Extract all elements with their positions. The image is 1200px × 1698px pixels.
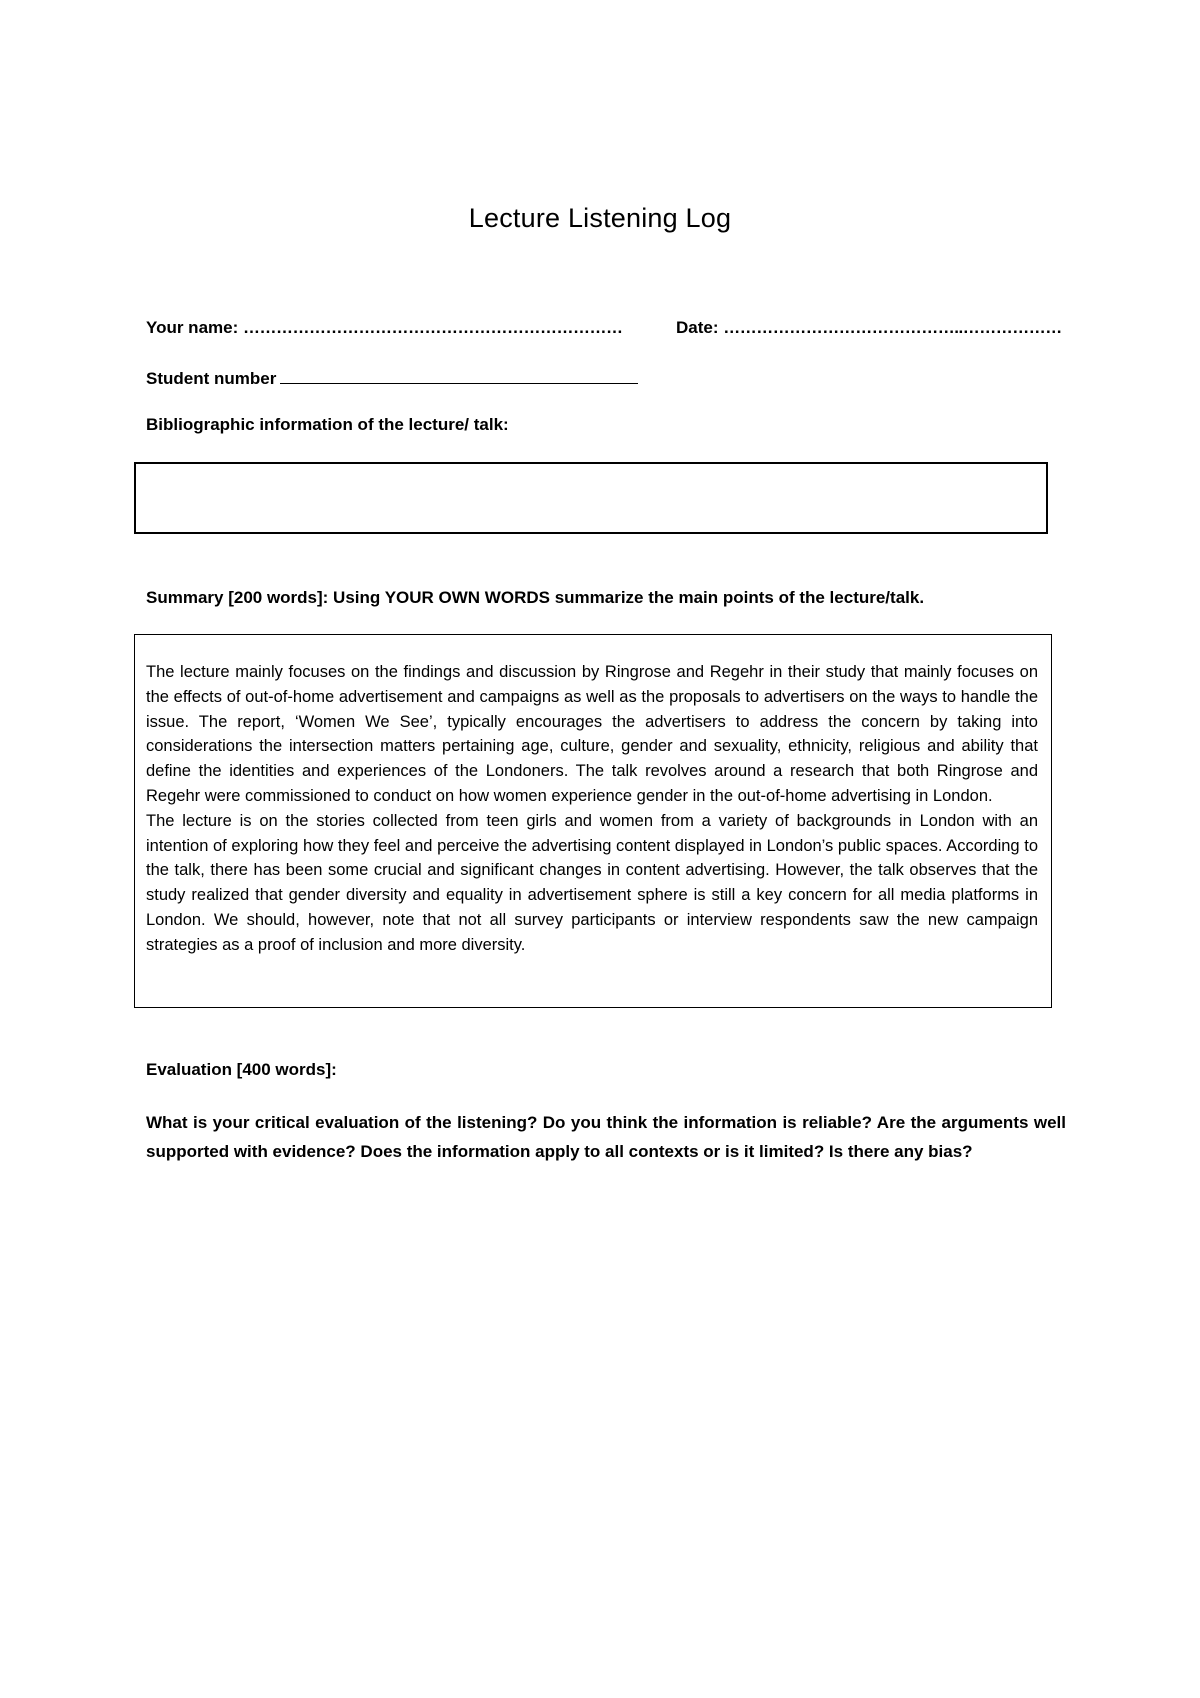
biblio-label: Bibliographic information of the lecture/ talk:: [146, 415, 509, 434]
summary-paragraph-2: The lecture is on the stories collected from teen girls and women from a variety of backgrounds in London with an intention of exploring how they feel and perceive the advertising content displayed in London’s public spaces. According to the talk, there has been some crucial and significant changes in content advertising. However, the talk observes that the study realized that gender diversity and equality in advertisement sphere is still a key concern for all media platforms in London. We should, however, note that not all survey participants or interview respondents saw the new campaign strategies as a proof of inclusion and more diversity.: [146, 811, 1038, 954]
summary-heading-text: Summary [200 words]: Using YOUR OWN WORDS summarize the main points of the lecture/talk.: [146, 588, 925, 607]
date-field-row[interactable]: [676, 318, 1062, 338]
student-number-label: Student number: [146, 369, 277, 388]
page-title: Lecture Listening Log: [468, 203, 732, 233]
date-dotted-line[interactable]: ……………………………………..………………: [723, 318, 1062, 337]
evaluation-question: What is your critical evaluation of the listening? Do you think the information is reliable? Are the arguments well supported with evidence? Does the information apply to all contexts or is it limited? Is there any bias?: [146, 1113, 1066, 1161]
student-number-row[interactable]: [146, 367, 638, 389]
student-number-field[interactable]: [280, 367, 638, 384]
evaluation-heading: Evaluation [400 words]:: [146, 1060, 337, 1079]
name-dotted-line[interactable]: ……………………………………………………………: [243, 318, 623, 337]
summary-text: [146, 660, 1038, 958]
name-field-row[interactable]: [146, 318, 623, 338]
summary-heading: [146, 588, 924, 608]
name-label: Your name:: [146, 318, 239, 337]
summary-paragraph-1: The lecture mainly focuses on the findings and discussion by Ringrose and Regehr in their study that mainly focuses on the effects of out-of-home advertisement and campaigns as well as the proposals to advertisers on the ways to handle the issue. The report, ‘Women We See’, typically encourages the advertisers to address the concern by taking into considerations the intersection matters pertaining age, culture, gender and sexuality, ethnicity, religious and ability that define the identities and experiences of the Londoners. The talk revolves around a research that both Ringrose and Regehr were commissioned to conduct on how women experience gender in the out-of-home advertising in London.: [146, 663, 1038, 805]
date-label: Date:: [676, 318, 719, 337]
bibliographic-info-box[interactable]: [134, 462, 1048, 534]
